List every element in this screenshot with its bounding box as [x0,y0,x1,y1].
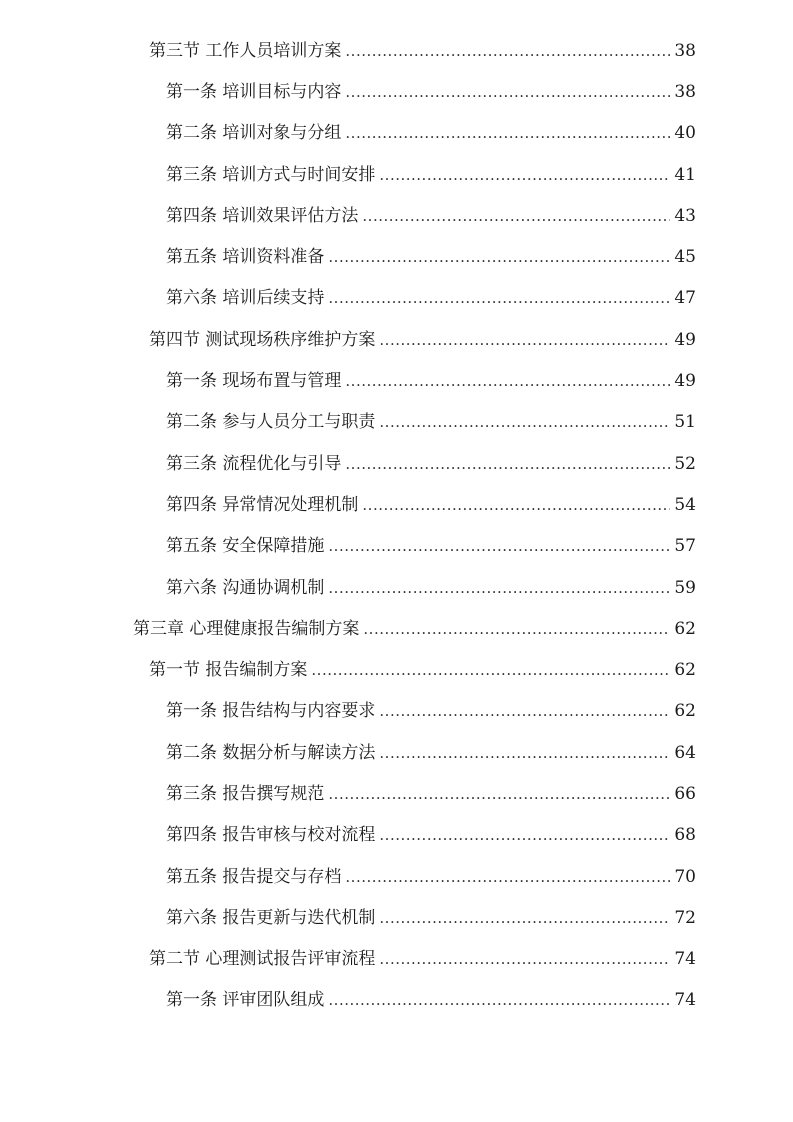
toc-entry-title: 第一条 现场布置与管理 [166,371,342,392]
toc-dot-leader [379,330,670,350]
toc-entry[interactable] [0,567,793,608]
toc-page-number: 49 [674,371,696,392]
toc-entry[interactable] [0,649,793,690]
toc-dot-leader [328,288,670,308]
toc-page-number: 62 [674,618,696,639]
toc-dot-leader [328,536,670,556]
toc-dot-leader [328,784,670,804]
toc-page-number: 38 [674,81,696,102]
toc-entry[interactable] [0,30,793,71]
toc-dot-leader [379,825,670,845]
toc-page-number: 47 [674,288,696,309]
table-of-contents [0,30,793,1021]
toc-page-number: 41 [674,164,696,185]
toc-dot-leader [362,495,670,515]
toc-dot-leader [328,990,670,1010]
toc-entry-title: 第四条 异常情况处理机制 [166,494,359,515]
toc-entry-title: 第三条 培训方式与时间安排 [166,164,376,185]
toc-page-number: 66 [674,783,696,804]
toc-page-number: 64 [674,742,696,763]
toc-entry-title: 第一节 报告编制方案 [149,660,308,681]
toc-dot-leader [345,123,670,143]
toc-entry-title: 第五条 报告提交与存档 [166,866,342,887]
toc-entry[interactable] [0,608,793,649]
toc-entry-title: 第四节 测试现场秩序维护方案 [149,329,376,350]
toc-entry[interactable] [0,360,793,401]
toc-page-number: 70 [674,866,696,887]
toc-dot-leader [328,247,670,267]
toc-page-number: 62 [674,701,696,722]
toc-dot-leader [345,867,670,887]
toc-dot-leader [345,371,670,391]
toc-entry[interactable] [0,484,793,525]
toc-page-number: 72 [674,907,696,928]
toc-page-number: 51 [674,412,696,433]
toc-page-number: 52 [674,453,696,474]
toc-page-number: 38 [674,40,696,61]
toc-entry-title: 第六条 报告更新与迭代机制 [166,907,376,928]
toc-entry-title: 第一条 培训目标与内容 [166,81,342,102]
toc-entry-title: 第三条 报告撰写规范 [166,783,325,804]
toc-entry[interactable] [0,113,793,154]
toc-entry[interactable] [0,236,793,277]
toc-entry-title: 第二条 培训对象与分组 [166,123,342,144]
toc-entry-title: 第五条 培训资料准备 [166,247,325,268]
toc-page-number: 45 [674,247,696,268]
toc-entry-title: 第二节 心理测试报告评审流程 [149,949,376,970]
toc-entry-title: 第六条 培训后续支持 [166,288,325,309]
toc-entry[interactable] [0,402,793,443]
toc-dot-leader [379,743,670,763]
toc-entry[interactable] [0,443,793,484]
toc-entry-title: 第二条 数据分析与解读方法 [166,742,376,763]
toc-entry[interactable] [0,856,793,897]
toc-entry[interactable] [0,939,793,980]
toc-page-number: 57 [674,536,696,557]
toc-dot-leader [362,206,670,226]
toc-entry[interactable] [0,278,793,319]
toc-page-number: 74 [674,949,696,970]
toc-page-number: 59 [674,577,696,598]
toc-entry[interactable] [0,71,793,112]
toc-page-number: 54 [674,494,696,515]
toc-entry-title: 第三章 心理健康报告编制方案 [133,618,360,639]
toc-dot-leader [363,619,670,639]
toc-page-number: 68 [674,825,696,846]
toc-entry[interactable] [0,154,793,195]
toc-entry[interactable] [0,773,793,814]
toc-page-number: 74 [674,990,696,1011]
toc-entry[interactable] [0,815,793,856]
toc-page-number: 62 [674,660,696,681]
toc-dot-leader [379,412,670,432]
toc-page-number: 40 [674,123,696,144]
toc-entry-title: 第一条 评审团队组成 [166,990,325,1011]
toc-entry-title: 第五条 安全保障措施 [166,536,325,557]
toc-entry-title: 第一条 报告结构与内容要求 [166,701,376,722]
toc-entry[interactable] [0,319,793,360]
toc-page-number: 43 [674,205,696,226]
toc-entry-title: 第三条 流程优化与引导 [166,453,342,474]
toc-dot-leader [379,701,670,721]
toc-entry-title: 第四条 报告审核与校对流程 [166,825,376,846]
toc-entry[interactable] [0,526,793,567]
toc-entry[interactable] [0,195,793,236]
toc-dot-leader [328,578,670,598]
toc-dot-leader [379,165,670,185]
toc-entry-title: 第三节 工作人员培训方案 [149,40,342,61]
toc-dot-leader [345,454,670,474]
toc-entry[interactable] [0,691,793,732]
toc-entry[interactable] [0,897,793,938]
toc-entry[interactable] [0,980,793,1021]
toc-entry-title: 第六条 沟通协调机制 [166,577,325,598]
toc-dot-leader [379,949,670,969]
toc-page-number: 49 [674,329,696,350]
toc-dot-leader [379,908,670,928]
toc-entry-title: 第二条 参与人员分工与职责 [166,412,376,433]
toc-dot-leader [311,660,670,680]
toc-dot-leader [345,41,670,61]
toc-entry-title: 第四条 培训效果评估方法 [166,205,359,226]
toc-dot-leader [345,82,670,102]
toc-entry[interactable] [0,732,793,773]
